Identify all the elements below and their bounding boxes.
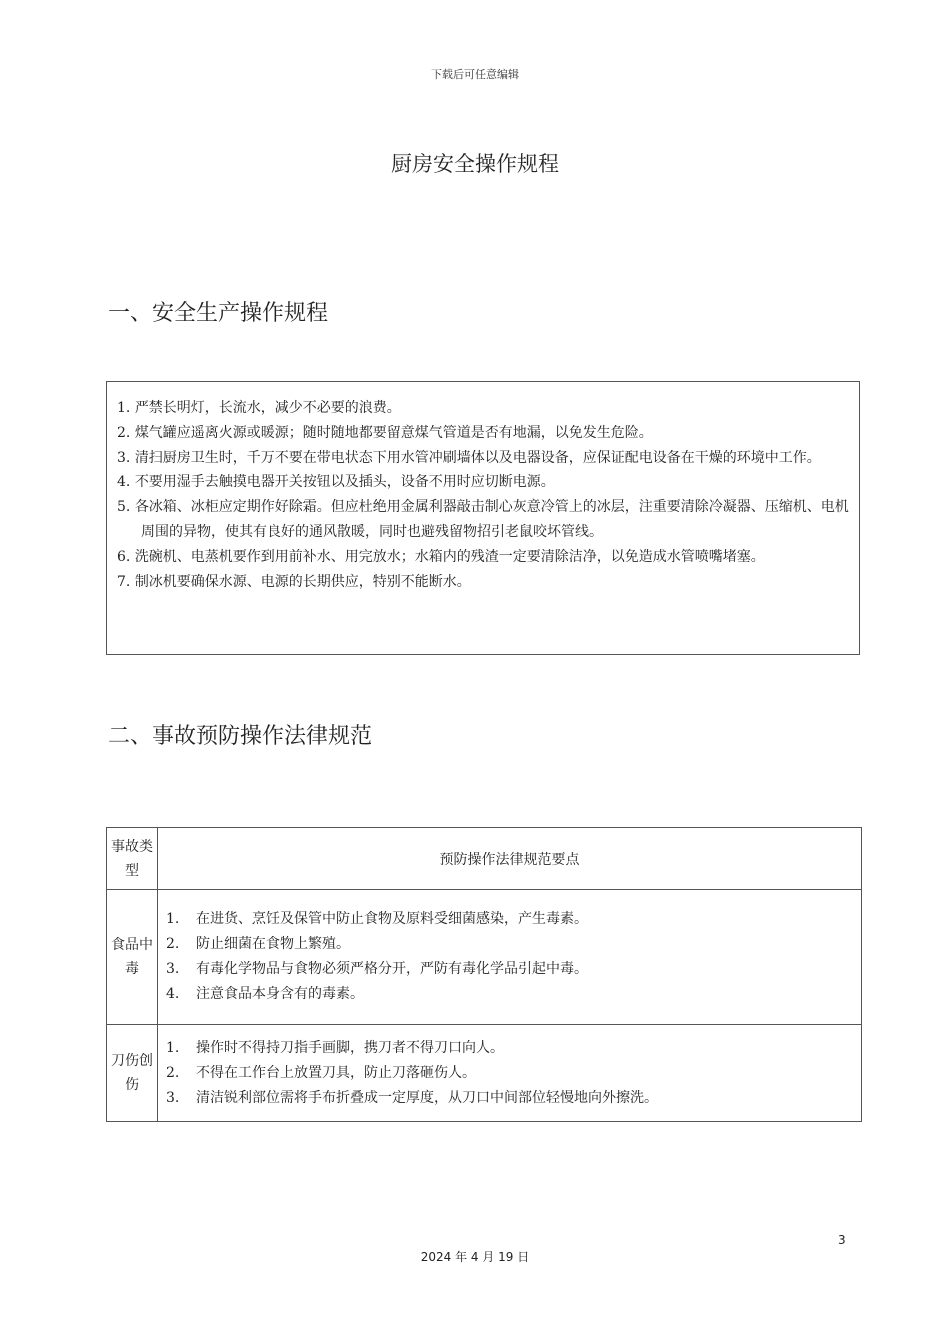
points-cell	[158, 1025, 862, 1122]
list-item-number: 2.	[117, 424, 131, 441]
list-item-number: 7.	[117, 573, 131, 590]
list-item	[166, 932, 861, 957]
list-item	[117, 545, 851, 570]
list-item-number: 3.	[166, 1089, 180, 1106]
list-item-number: 3.	[117, 449, 131, 466]
header-note: 下载后可任意编辑	[431, 68, 519, 81]
list-item-number: 2.	[166, 936, 180, 952]
list-item	[166, 907, 861, 932]
section-heading-safety: 一、安全生产操作规程	[108, 301, 329, 326]
list-item-text: 各冰箱、冰柜应定期作好除霜。但应杜绝用金属利器敲击制心灰意冷管上的冰层，注重要清除冷凝器、压缩机、电机周围的异物，使其有良好的通风散暖，同时也避残留物招引老鼠咬坏管线。	[134, 499, 849, 540]
table-row	[107, 1025, 862, 1122]
list-item-text: 注意食品本身含有的毒素。	[196, 986, 364, 1002]
list-item-text: 煤气罐应遥离火源或暖源；随时随地都要留意煤气管道是否有地漏，以免发生危险。	[134, 424, 653, 441]
list-item-number: 6.	[117, 548, 131, 565]
list-item-text: 不得在工作台上放置刀具，防止刀落砸伤人。	[196, 1064, 476, 1081]
list-item	[117, 421, 851, 446]
list-item-number: 1.	[117, 400, 131, 416]
list-item-number: 4.	[117, 474, 131, 491]
table-header-row	[107, 828, 862, 890]
list-item-text: 防止细菌在食物上繁殖。	[196, 936, 350, 952]
table-row	[107, 890, 862, 1025]
list-item-number: 1.	[166, 1039, 180, 1056]
accident-prevention-table	[106, 827, 862, 1122]
safety-rules-box	[106, 381, 860, 655]
list-item-text: 洗碗机、电蒸机要作到用前补水、用完放水；水箱内的残渣一定要清除洁净，以免造成水管喷嘴堵塞。	[134, 548, 765, 565]
list-item-text: 在进货、烹饪及保管中防止食物及原料受细菌感染，产生毒素。	[196, 911, 588, 927]
list-item-text: 清洁锐利部位需将手布折叠成一定厚度，从刀口中间部位轻慢地向外擦洗。	[196, 1089, 658, 1106]
list-item-text: 严禁长明灯，长流水，减少不必要的浪费。	[134, 400, 401, 416]
list-item	[117, 446, 851, 471]
points-cell	[158, 890, 862, 1025]
list-item-number: 4.	[166, 986, 180, 1002]
accident-type-cell: 食品中毒	[107, 890, 158, 1025]
list-item-number: 5.	[117, 499, 131, 516]
list-item-number: 2.	[166, 1064, 180, 1081]
list-item	[166, 982, 861, 1007]
points-list	[166, 907, 861, 1007]
accident-type-cell: 刀伤创伤	[107, 1025, 158, 1122]
list-item-text: 不要用湿手去触摸电器开关按钮以及插头，设备不用时应切断电源。	[134, 474, 555, 491]
points-list	[166, 1036, 861, 1111]
list-item	[166, 957, 861, 982]
list-item	[166, 1061, 861, 1086]
list-item-text: 清扫厨房卫生时，千万不要在带电状态下用水管冲刷墙体以及电器设备，应保证配电设备在干燥的环境中工作。	[134, 449, 821, 466]
list-item	[166, 1086, 861, 1111]
list-item	[117, 396, 851, 421]
column-header-type: 事故类型	[107, 828, 158, 890]
list-item-number: 3.	[166, 961, 180, 977]
list-item-number: 1.	[166, 911, 180, 927]
safety-rules-list	[117, 396, 851, 594]
footer-date: 2024 年 4 月 19 日	[420, 1250, 530, 1264]
list-item	[117, 495, 851, 545]
document-title: 厨房安全操作规程	[391, 152, 559, 176]
list-item-text: 制冰机要确保水源、电源的长期供应，特别不能断水。	[134, 573, 471, 590]
list-item	[166, 1036, 861, 1061]
page-number: 3	[838, 1233, 846, 1247]
section-heading-accident-prevention: 二、事故预防操作法律规范	[108, 724, 373, 749]
list-item-text: 有毒化学物品与食物必须严格分开，严防有毒化学品引起中毒。	[196, 961, 588, 977]
list-item	[117, 470, 851, 495]
list-item	[117, 570, 851, 595]
list-item-text: 操作时不得持刀指手画脚，携刀者不得刀口向人。	[196, 1039, 504, 1056]
column-header-points: 预防操作法律规范要点	[158, 828, 862, 890]
